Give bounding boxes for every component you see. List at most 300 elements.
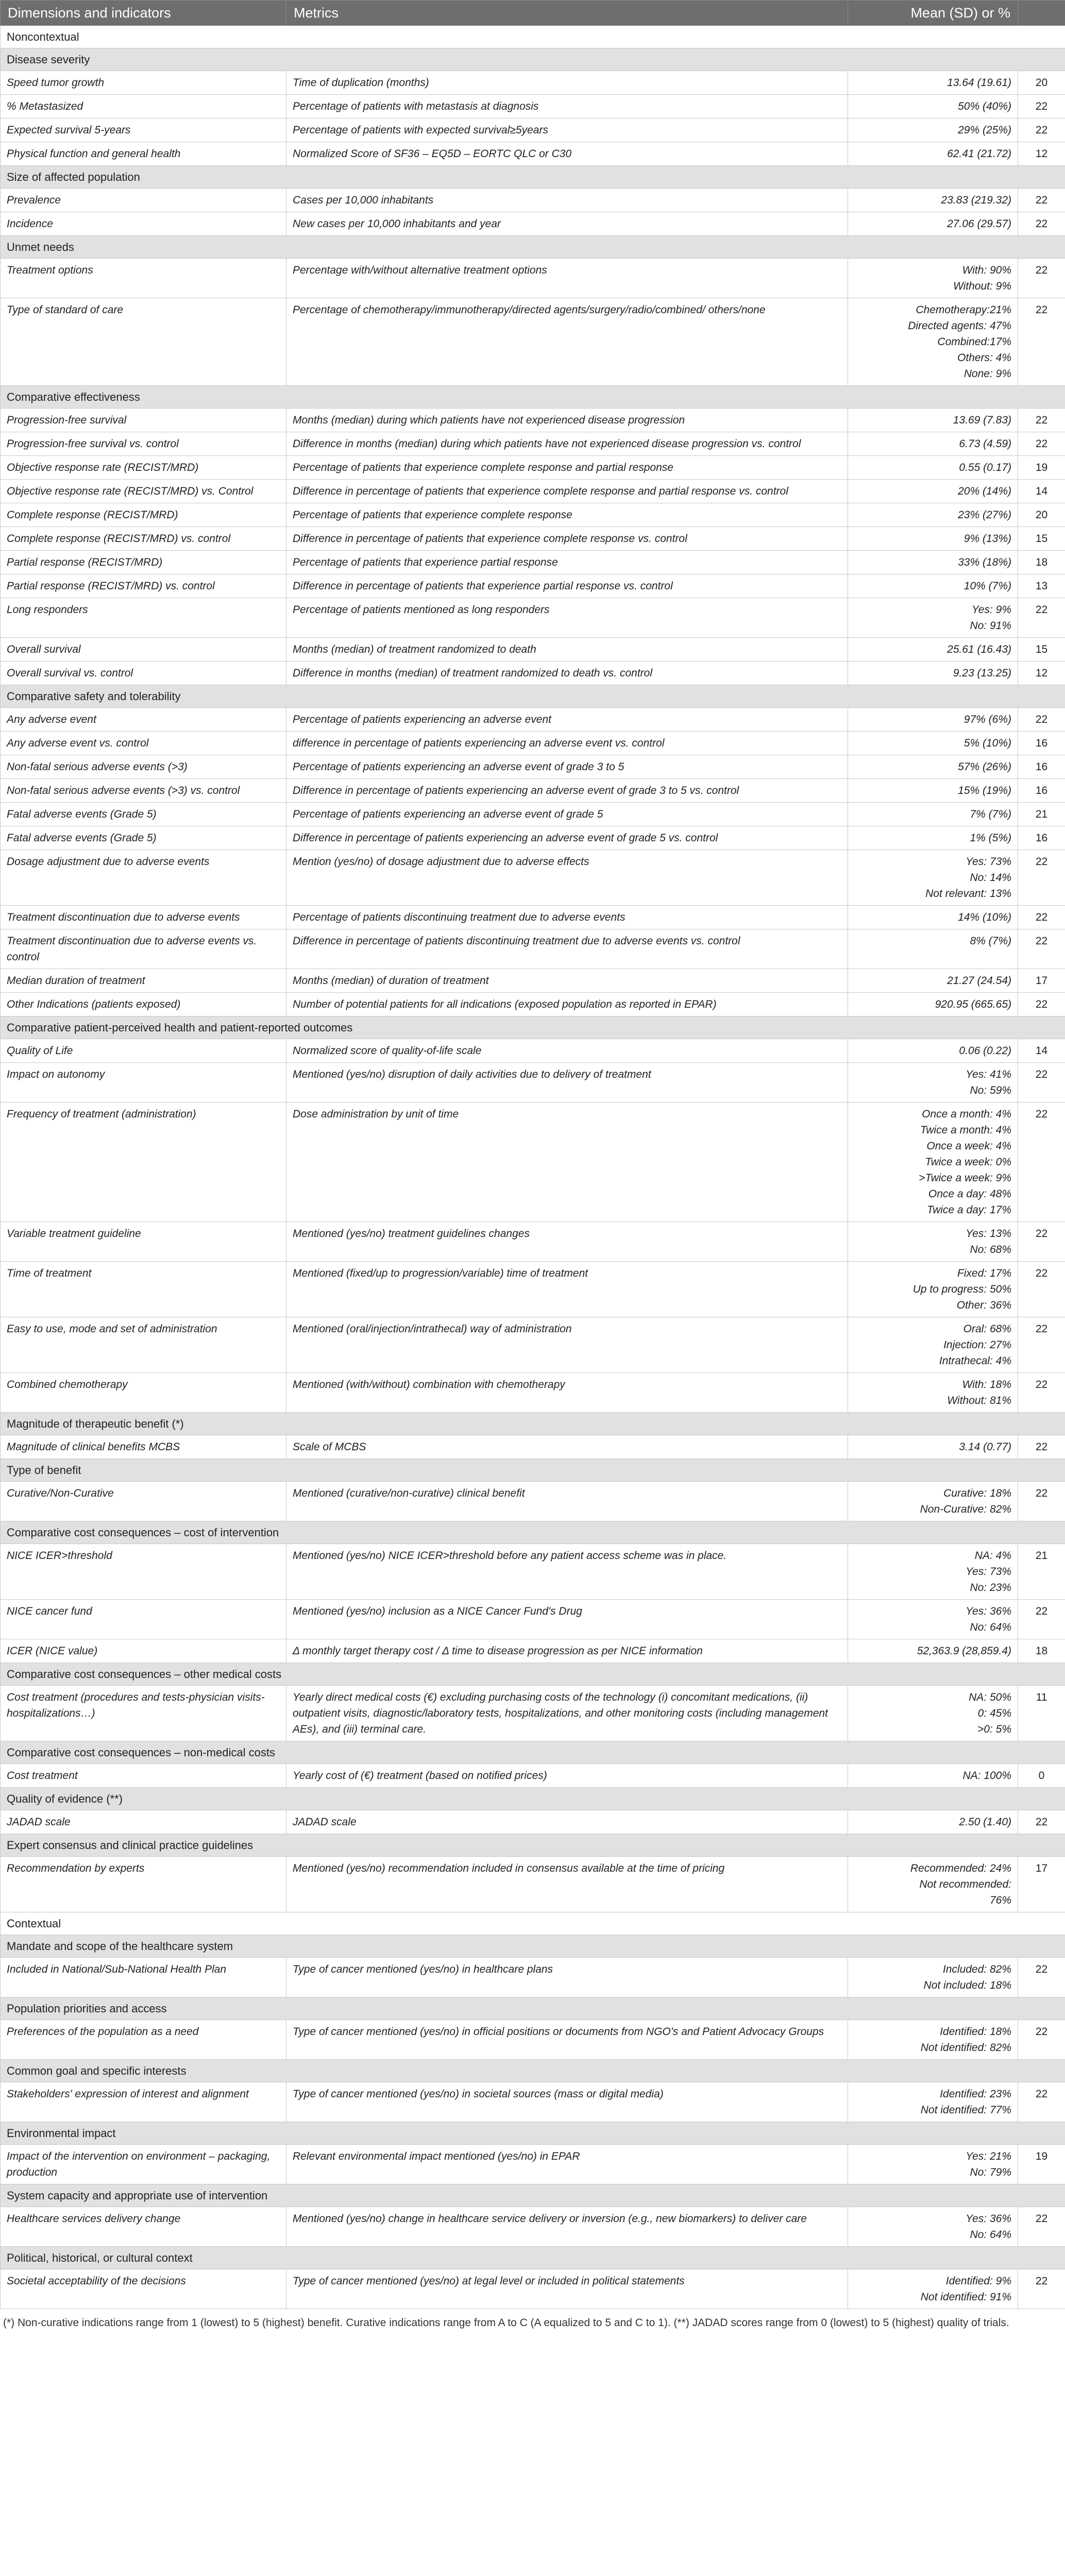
section-title: Common goal and specific interests xyxy=(1,2060,1065,2082)
mean-value: >0: 5% xyxy=(977,1723,1011,1735)
indicator-cell: Treatment discontinuation due to adverse events vs. control xyxy=(1,929,286,969)
mean-cell xyxy=(848,95,1018,118)
table-row xyxy=(1,638,1065,662)
table-row xyxy=(1,1435,1065,1459)
indicator-cell: Stakeholders' expression of interest and alignment xyxy=(1,2082,286,2122)
mean-cell xyxy=(848,212,1018,236)
mean-cell xyxy=(848,71,1018,95)
table-row xyxy=(1,409,1065,432)
metric-cell: Relevant environmental impact mentioned (yes/no) in EPAR xyxy=(286,2145,848,2184)
table-row xyxy=(1,298,1065,386)
mean-cell xyxy=(848,2082,1018,2122)
metric-cell: Difference in percentage of patients discontinuing treatment due to adverse events vs. control xyxy=(286,929,848,969)
metric-cell: Mentioned (yes/no) NICE ICER>threshold before any patient access scheme was in place. xyxy=(286,1544,848,1600)
n-cell: 22 xyxy=(1018,1958,1065,1997)
mean-cell xyxy=(848,142,1018,166)
table-body xyxy=(1,26,1065,2309)
section-title: Comparative cost consequences – non-medical costs xyxy=(1,1741,1065,1764)
mean-cell xyxy=(848,1639,1018,1663)
mean-cell xyxy=(848,1686,1018,1741)
mean-value: Directed agents: 47% xyxy=(908,320,1011,332)
mean-cell xyxy=(848,118,1018,142)
section-row xyxy=(1,1834,1065,1857)
mean-cell xyxy=(848,551,1018,574)
mean-value: Not identified: 77% xyxy=(920,2104,1011,2116)
section-title: Environmental impact xyxy=(1,2122,1065,2145)
metric-cell: Percentage of chemotherapy/immunotherapy/directed agents/surgery/radio/combined/ others/none xyxy=(286,298,848,386)
metric-cell: Yearly direct medical costs (€) excluding purchasing costs of the technology (i) concomitant medications, (ii) outpatient visits, diagnostic/laboratory tests, hospitalizations, and other monitoring costs (including management AEs), and (iii) terminal care. xyxy=(286,1686,848,1741)
indicator-cell: Included in National/Sub-National Health Plan xyxy=(1,1958,286,1997)
metric-cell: Type of cancer mentioned (yes/no) at legal level or included in political statements xyxy=(286,2269,848,2309)
mean-cell xyxy=(848,1600,1018,1639)
metric-cell: Mentioned (curative/non-curative) clinical benefit xyxy=(286,1482,848,1521)
mean-cell xyxy=(848,826,1018,850)
table-row xyxy=(1,906,1065,929)
mean-cell xyxy=(848,1810,1018,1834)
metric-cell: Difference in percentage of patients that experience complete response and partial response vs. control xyxy=(286,480,848,503)
metric-cell: Difference in percentage of patients experiencing an adverse event of grade 3 to 5 vs. control xyxy=(286,779,848,803)
category-row xyxy=(1,26,1065,48)
indicator-cell: Quality of Life xyxy=(1,1039,286,1063)
mean-cell xyxy=(848,1857,1018,1912)
mean-cell xyxy=(848,2145,1018,2184)
section-row xyxy=(1,1016,1065,1039)
metric-cell: Percentage of patients with metastasis at diagnosis xyxy=(286,95,848,118)
mean-value: 13.64 (19.61) xyxy=(947,77,1011,89)
table-row xyxy=(1,71,1065,95)
mean-value: Combined:17% xyxy=(937,336,1011,348)
mean-value: Yes: 36% xyxy=(966,2213,1011,2225)
n-cell: 17 xyxy=(1018,1857,1065,1912)
indicator-cell: Impact of the intervention on environment – packaging, production xyxy=(1,2145,286,2184)
table-row xyxy=(1,1600,1065,1639)
n-cell: 19 xyxy=(1018,2145,1065,2184)
mean-value: No: 59% xyxy=(970,1084,1011,1096)
mean-value: No: 14% xyxy=(970,872,1011,884)
mean-cell xyxy=(848,598,1018,638)
indicator-cell: Expected survival 5-years xyxy=(1,118,286,142)
mean-value: 9% (13%) xyxy=(963,533,1011,545)
mean-value: Recommended: 24% xyxy=(910,1862,1011,1874)
mean-value: No: 79% xyxy=(970,2166,1011,2178)
mean-value: Non-Curative: 82% xyxy=(920,1503,1011,1515)
indicator-cell: Variable treatment guideline xyxy=(1,1222,286,1262)
mean-value: NA: 4% xyxy=(974,1550,1011,1562)
mean-value: Fixed: 17% xyxy=(957,1267,1011,1279)
table-row xyxy=(1,732,1065,755)
n-cell: 13 xyxy=(1018,574,1065,598)
mean-cell xyxy=(848,662,1018,685)
table-row xyxy=(1,189,1065,212)
n-cell: 22 xyxy=(1018,212,1065,236)
metric-cell: Number of potential patients for all indications (exposed population as reported in EPAR) xyxy=(286,993,848,1016)
category-label: Contextual xyxy=(1,1912,1065,1935)
n-cell: 22 xyxy=(1018,432,1065,456)
metric-cell: Months (median) during which patients have not experienced disease progression xyxy=(286,409,848,432)
indicator-cell: Impact on autonomy xyxy=(1,1063,286,1103)
mean-value: 50% (40%) xyxy=(958,100,1011,112)
metric-cell: Percentage of patients that experience partial response xyxy=(286,551,848,574)
mean-cell xyxy=(848,993,1018,1016)
n-cell: 16 xyxy=(1018,779,1065,803)
mean-value: No: 91% xyxy=(970,620,1011,632)
indicator-cell: Combined chemotherapy xyxy=(1,1373,286,1413)
table-row xyxy=(1,598,1065,638)
n-cell: 22 xyxy=(1018,1810,1065,1834)
indicator-cell: Healthcare services delivery change xyxy=(1,2207,286,2247)
mean-value: Identified: 23% xyxy=(940,2088,1011,2100)
table-row xyxy=(1,1262,1065,1317)
indicator-cell: Other Indications (patients exposed) xyxy=(1,993,286,1016)
indicator-cell: Complete response (RECIST/MRD) xyxy=(1,503,286,527)
table-row xyxy=(1,2082,1065,2122)
mean-value: 10% (7%) xyxy=(963,580,1011,592)
mean-value: Without: 9% xyxy=(953,280,1011,292)
indicator-cell: Dosage adjustment due to adverse events xyxy=(1,850,286,906)
section-row xyxy=(1,1413,1065,1435)
table-row xyxy=(1,118,1065,142)
indicator-cell: Any adverse event xyxy=(1,708,286,732)
mean-value: 20% (14%) xyxy=(958,485,1011,497)
indicator-cell: Preferences of the population as a need xyxy=(1,2020,286,2060)
indicator-cell: Complete response (RECIST/MRD) vs. control xyxy=(1,527,286,551)
metric-cell: Normalized Score of SF36 – EQ5D – EORTC QLC or C30 xyxy=(286,142,848,166)
section-title: Quality of evidence (**) xyxy=(1,1788,1065,1810)
section-title: Expert consensus and clinical practice guidelines xyxy=(1,1834,1065,1857)
mean-value: Not relevant: 13% xyxy=(925,888,1011,900)
section-title: Type of benefit xyxy=(1,1459,1065,1482)
mean-value: Twice a month: 4% xyxy=(920,1124,1011,1136)
table-row xyxy=(1,850,1065,906)
mean-cell xyxy=(848,432,1018,456)
mean-value: 14% (10%) xyxy=(958,911,1011,923)
indicator-cell: Progression-free survival xyxy=(1,409,286,432)
metric-cell: Percentage of patients with expected survival≥5years xyxy=(286,118,848,142)
n-cell: 22 xyxy=(1018,189,1065,212)
metric-cell: New cases per 10,000 inhabitants and year xyxy=(286,212,848,236)
mean-value: Once a month: 4% xyxy=(922,1108,1011,1120)
table-row xyxy=(1,2269,1065,2309)
metric-cell: Difference in percentage of patients experiencing an adverse event of grade 5 vs. control xyxy=(286,826,848,850)
indicator-cell: Cost treatment xyxy=(1,1764,286,1788)
metric-cell: Percentage of patients discontinuing treatment due to adverse events xyxy=(286,906,848,929)
indicator-cell: NICE cancer fund xyxy=(1,1600,286,1639)
mean-value: 23.83 (219.32) xyxy=(941,194,1011,206)
mean-cell xyxy=(848,298,1018,386)
mean-value: Once a day: 48% xyxy=(928,1188,1011,1200)
metric-cell: Normalized score of quality-of-life scale xyxy=(286,1039,848,1063)
indicator-cell: Speed tumor growth xyxy=(1,71,286,95)
mean-value: None: 9% xyxy=(963,368,1011,380)
n-cell: 12 xyxy=(1018,662,1065,685)
table-row xyxy=(1,1857,1065,1912)
table-row xyxy=(1,1373,1065,1413)
mean-value: Other: 36% xyxy=(956,1299,1011,1311)
mean-value: 25.61 (16.43) xyxy=(947,643,1011,655)
mean-cell xyxy=(848,732,1018,755)
n-cell: 16 xyxy=(1018,755,1065,779)
table-row xyxy=(1,2020,1065,2060)
metric-cell: Percentage of patients experiencing an adverse event of grade 3 to 5 xyxy=(286,755,848,779)
mean-cell xyxy=(848,2207,1018,2247)
section-row xyxy=(1,386,1065,409)
section-row xyxy=(1,166,1065,189)
table-row xyxy=(1,1764,1065,1788)
mean-value: 0: 45% xyxy=(977,1707,1011,1719)
mean-value: Not recommended: xyxy=(919,1878,1011,1890)
indicator-cell: Non-fatal serious adverse events (>3) xyxy=(1,755,286,779)
metric-cell: Mentioned (yes/no) disruption of daily activities due to delivery of treatment xyxy=(286,1063,848,1103)
section-row xyxy=(1,2247,1065,2269)
n-cell: 11 xyxy=(1018,1686,1065,1741)
mean-cell xyxy=(848,456,1018,480)
n-cell: 22 xyxy=(1018,598,1065,638)
table-row xyxy=(1,1222,1065,1262)
section-title: Mandate and scope of the healthcare system xyxy=(1,1935,1065,1958)
mean-value: 3.14 (0.77) xyxy=(959,1441,1011,1453)
mean-value: Identified: 9% xyxy=(945,2275,1011,2287)
table-row xyxy=(1,551,1065,574)
mean-cell xyxy=(848,259,1018,298)
mean-value: 15% (19%) xyxy=(958,785,1011,796)
indicator-cell: JADAD scale xyxy=(1,1810,286,1834)
mean-value: No: 64% xyxy=(970,1621,1011,1633)
mean-cell xyxy=(848,1958,1018,1997)
n-cell: 22 xyxy=(1018,1317,1065,1373)
mean-value: Yes: 36% xyxy=(966,1605,1011,1617)
indicator-cell: Cost treatment (procedures and tests-physician visits-hospitalizations…) xyxy=(1,1686,286,1741)
indicator-cell: NICE ICER>threshold xyxy=(1,1544,286,1600)
indicator-cell: Non-fatal serious adverse events (>3) vs. control xyxy=(1,779,286,803)
table-row xyxy=(1,432,1065,456)
mean-cell xyxy=(848,527,1018,551)
metric-cell: Mentioned (yes/no) treatment guidelines changes xyxy=(286,1222,848,1262)
indicator-cell: Overall survival vs. control xyxy=(1,662,286,685)
section-title: System capacity and appropriate use of intervention xyxy=(1,2184,1065,2207)
mean-cell xyxy=(848,1222,1018,1262)
mean-cell xyxy=(848,574,1018,598)
n-cell: 22 xyxy=(1018,1373,1065,1413)
n-cell: 22 xyxy=(1018,1222,1065,1262)
metric-cell: Type of cancer mentioned (yes/no) in societal sources (mass or digital media) xyxy=(286,2082,848,2122)
table-row xyxy=(1,1063,1065,1103)
n-cell: 15 xyxy=(1018,638,1065,662)
mean-value: Yes: 73% xyxy=(966,856,1011,868)
mean-value: 2.50 (1.40) xyxy=(959,1816,1011,1828)
section-row xyxy=(1,2060,1065,2082)
table-row xyxy=(1,1639,1065,1663)
mean-cell xyxy=(848,409,1018,432)
n-cell: 22 xyxy=(1018,1435,1065,1459)
mean-value: 76% xyxy=(989,1894,1011,1906)
section-row xyxy=(1,1741,1065,1764)
indicator-cell: ICER (NICE value) xyxy=(1,1639,286,1663)
n-cell: 18 xyxy=(1018,1639,1065,1663)
mean-cell xyxy=(848,1063,1018,1103)
mean-value: Yes: 9% xyxy=(971,604,1011,616)
mean-value: 0.06 (0.22) xyxy=(959,1045,1011,1057)
section-title: Political, historical, or cultural context xyxy=(1,2247,1065,2269)
mean-value: 7% (7%) xyxy=(970,808,1011,820)
mean-value: Intrathecal: 4% xyxy=(939,1355,1011,1367)
mean-value: 8% (7%) xyxy=(970,935,1011,947)
table-row xyxy=(1,708,1065,732)
table-row xyxy=(1,503,1065,527)
mean-cell xyxy=(848,1317,1018,1373)
section-row xyxy=(1,1997,1065,2020)
mean-cell xyxy=(848,1373,1018,1413)
mean-value: NA: 100% xyxy=(962,1770,1011,1782)
table-row xyxy=(1,969,1065,993)
section-title: Magnitude of therapeutic benefit (*) xyxy=(1,1413,1065,1435)
mean-value: 33% (18%) xyxy=(958,556,1011,568)
n-cell: 22 xyxy=(1018,1600,1065,1639)
metric-cell: difference in percentage of patients experiencing an adverse event vs. control xyxy=(286,732,848,755)
n-cell: 12 xyxy=(1018,142,1065,166)
section-title: Comparative patient-perceived health and patient-reported outcomes xyxy=(1,1016,1065,1039)
mean-value: Not included: 18% xyxy=(923,1979,1011,1991)
mean-cell xyxy=(848,1262,1018,1317)
section-title: Comparative effectiveness xyxy=(1,386,1065,409)
n-cell: 22 xyxy=(1018,2269,1065,2309)
indicator-cell: Median duration of treatment xyxy=(1,969,286,993)
mean-value: With: 18% xyxy=(962,1379,1011,1391)
mean-cell xyxy=(848,906,1018,929)
mean-cell xyxy=(848,1435,1018,1459)
indicator-cell: Treatment discontinuation due to adverse events xyxy=(1,906,286,929)
mean-cell xyxy=(848,189,1018,212)
metric-cell: Percentage of patients experiencing an adverse event xyxy=(286,708,848,732)
mean-value: Yes: 21% xyxy=(966,2150,1011,2162)
indicator-cell: Fatal adverse events (Grade 5) xyxy=(1,826,286,850)
table-row xyxy=(1,929,1065,969)
mean-value: 57% (26%) xyxy=(958,761,1011,773)
table-row xyxy=(1,1958,1065,1997)
n-cell: 22 xyxy=(1018,850,1065,906)
mean-value: Yes: 41% xyxy=(966,1069,1011,1080)
mean-value: 52,363.9 (28,859.4) xyxy=(917,1645,1011,1657)
mean-value: Oral: 68% xyxy=(963,1323,1011,1335)
table-row xyxy=(1,2145,1065,2184)
table-row xyxy=(1,456,1065,480)
metric-cell: Difference in months (median) of treatment randomized to death vs. control xyxy=(286,662,848,685)
indicator-cell: Incidence xyxy=(1,212,286,236)
mean-value: 21.27 (24.54) xyxy=(947,975,1011,987)
metric-cell: Months (median) of duration of treatment xyxy=(286,969,848,993)
section-title: Size of affected population xyxy=(1,166,1065,189)
metric-cell: Type of cancer mentioned (yes/no) in healthcare plans xyxy=(286,1958,848,1997)
section-row xyxy=(1,236,1065,259)
indicator-cell: Easy to use, mode and set of administration xyxy=(1,1317,286,1373)
table-row xyxy=(1,1810,1065,1834)
indicator-cell: Overall survival xyxy=(1,638,286,662)
indicator-cell: Objective response rate (RECIST/MRD) xyxy=(1,456,286,480)
section-row xyxy=(1,1521,1065,1544)
metric-cell: Scale of MCBS xyxy=(286,1435,848,1459)
indicator-cell: Time of treatment xyxy=(1,1262,286,1317)
indicator-cell: Progression-free survival vs. control xyxy=(1,432,286,456)
mean-value: Twice a week: 0% xyxy=(925,1156,1011,1168)
metric-cell: Difference in percentage of patients that experience partial response vs. control xyxy=(286,574,848,598)
mean-cell xyxy=(848,755,1018,779)
n-cell: 22 xyxy=(1018,2020,1065,2060)
table-row xyxy=(1,755,1065,779)
mean-value: 5% (10%) xyxy=(963,737,1011,749)
n-cell: 19 xyxy=(1018,456,1065,480)
indicator-cell: Fatal adverse events (Grade 5) xyxy=(1,803,286,826)
mean-value: Not identified: 91% xyxy=(920,2291,1011,2303)
section-title: Population priorities and access xyxy=(1,1997,1065,2020)
section-row xyxy=(1,2122,1065,2145)
indicator-cell: Type of standard of care xyxy=(1,298,286,386)
section-title: Disease severity xyxy=(1,48,1065,71)
mean-cell xyxy=(848,850,1018,906)
n-cell: 22 xyxy=(1018,1103,1065,1222)
category-row xyxy=(1,1912,1065,1935)
mean-value: With: 90% xyxy=(962,264,1011,276)
indicator-cell: Curative/Non-Curative xyxy=(1,1482,286,1521)
metric-cell: Δ monthly target therapy cost / Δ time to disease progression as per NICE information xyxy=(286,1639,848,1663)
n-cell: 20 xyxy=(1018,503,1065,527)
mean-value: Up to progress: 50% xyxy=(912,1283,1011,1295)
header-dimensions: Dimensions and indicators xyxy=(1,1,286,26)
n-cell: 0 xyxy=(1018,1764,1065,1788)
indicator-cell: Long responders xyxy=(1,598,286,638)
indicator-cell: Objective response rate (RECIST/MRD) vs. Control xyxy=(1,480,286,503)
indicator-cell: Any adverse event vs. control xyxy=(1,732,286,755)
indicator-cell: Treatment options xyxy=(1,259,286,298)
header-metrics: Metrics xyxy=(286,1,848,26)
table-row xyxy=(1,480,1065,503)
metric-cell: Mentioned (yes/no) recommendation included in consensus available at the time of pricing xyxy=(286,1857,848,1912)
table-row xyxy=(1,142,1065,166)
mean-cell xyxy=(848,638,1018,662)
metric-cell: JADAD scale xyxy=(286,1810,848,1834)
indicator-cell: Recommendation by experts xyxy=(1,1857,286,1912)
n-cell: 22 xyxy=(1018,708,1065,732)
n-cell: 22 xyxy=(1018,929,1065,969)
section-title: Comparative cost consequences – other medical costs xyxy=(1,1663,1065,1686)
metric-cell: Difference in months (median) during which patients have not experienced disease progression vs. control xyxy=(286,432,848,456)
metric-cell: Mentioned (yes/no) inclusion as a NICE Cancer Fund's Drug xyxy=(286,1600,848,1639)
metric-cell: Mentioned (oral/injection/intrathecal) way of administration xyxy=(286,1317,848,1373)
mean-value: Curative: 18% xyxy=(943,1487,1011,1499)
n-cell: 15 xyxy=(1018,527,1065,551)
section-row xyxy=(1,1663,1065,1686)
mean-cell xyxy=(848,803,1018,826)
n-cell: 22 xyxy=(1018,259,1065,298)
metric-cell: Percentage of patients that experience complete response and partial response xyxy=(286,456,848,480)
mean-value: Others: 4% xyxy=(957,352,1011,364)
section-row xyxy=(1,1459,1065,1482)
n-cell: 21 xyxy=(1018,803,1065,826)
mean-value: 1% (5%) xyxy=(970,832,1011,844)
metric-cell: Mentioned (fixed/up to progression/variable) time of treatment xyxy=(286,1262,848,1317)
indicator-cell: Societal acceptability of the decisions xyxy=(1,2269,286,2309)
metric-cell: Difference in percentage of patients that experience complete response vs. control xyxy=(286,527,848,551)
metric-cell: Cases per 10,000 inhabitants xyxy=(286,189,848,212)
section-row xyxy=(1,2184,1065,2207)
n-cell: 22 xyxy=(1018,95,1065,118)
mean-value: Yes: 13% xyxy=(966,1228,1011,1240)
mean-cell xyxy=(848,2269,1018,2309)
mean-value: Twice a day: 17% xyxy=(926,1204,1011,1216)
mean-value: Identified: 18% xyxy=(940,2026,1011,2038)
indicator-cell: Frequency of treatment (administration) xyxy=(1,1103,286,1222)
n-cell: 16 xyxy=(1018,826,1065,850)
table-row xyxy=(1,212,1065,236)
metric-cell: Type of cancer mentioned (yes/no) in official positions or documents from NGO's and Patient Advocacy Groups xyxy=(286,2020,848,2060)
